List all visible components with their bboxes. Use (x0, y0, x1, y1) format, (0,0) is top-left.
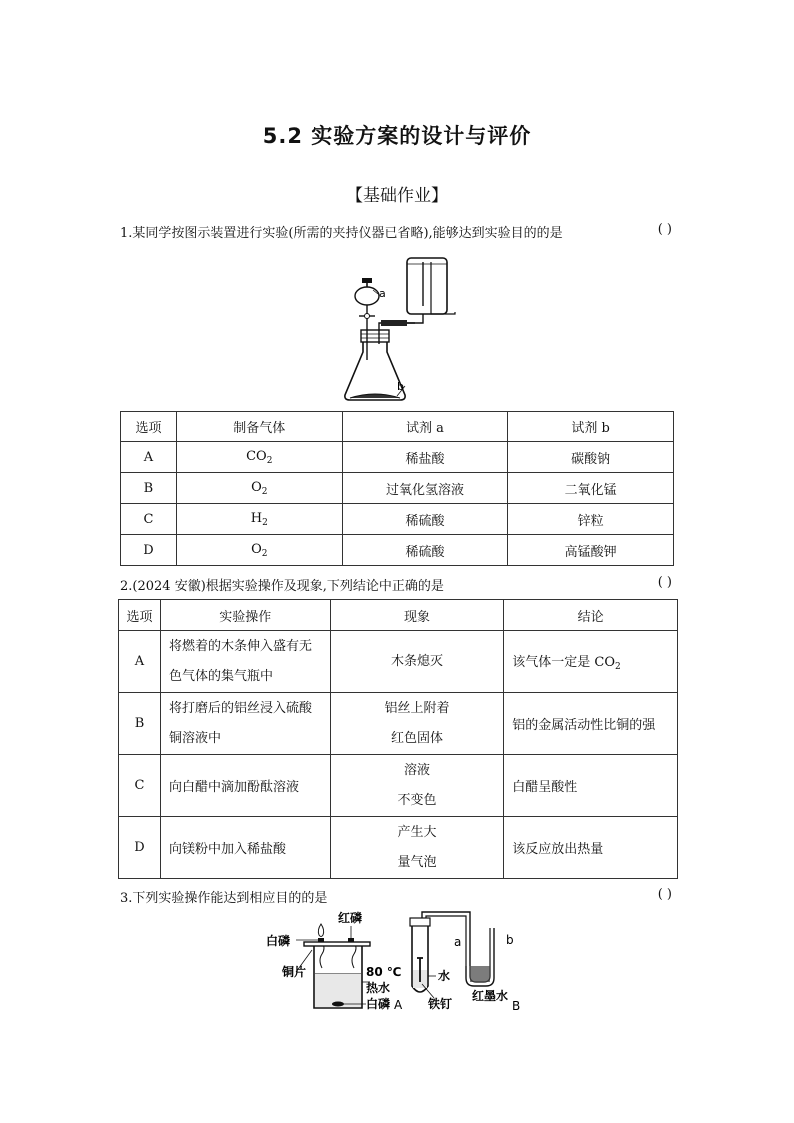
question-1-table (120, 411, 674, 566)
label-white-phosphorus-bottom: 白磷 (366, 997, 391, 1011)
iron-rusting-figure (400, 908, 536, 1016)
phosphorus-combustion-figure (262, 910, 410, 1014)
operation-cell: 将打磨后的铝丝浸入硫酸 铜溶液中 (160, 693, 330, 755)
question-1-text: 1.某同学按图示装置进行实验(所需的夹持仪器已省略),能够达到实验目的的是 (120, 226, 563, 241)
u-tube-label-b: b (506, 933, 514, 947)
header-cell: 选项 (121, 412, 177, 442)
gas-cell: $H_2$ (176, 504, 342, 535)
question-2-table (118, 599, 678, 879)
label-copper-plate: 铜片 (282, 965, 307, 979)
conclusion-cell: 铝的金属活动性比铜的强 (504, 693, 678, 755)
label-red-ink: 红墨水 (472, 989, 509, 1003)
label-temperature: 80 ℃ (366, 965, 402, 979)
page-title: 5.2 实验方案的设计与评价 (262, 124, 532, 148)
operation-cell: 向镁粉中加入稀盐酸 (160, 817, 330, 879)
reagent-b-cell: 高锰酸钾 (508, 535, 674, 566)
option-cell: A (119, 631, 161, 693)
question-3-stem (120, 887, 680, 906)
table-row (119, 693, 678, 755)
conclusion-cell: 该反应放出热量 (504, 817, 678, 879)
question-3-text: 3.下列实验操作能达到相应目的的是 (120, 891, 328, 906)
figure-a-label: A (394, 998, 403, 1012)
conclusion-cell: 白醋呈酸性 (504, 755, 678, 817)
label-white-phosphorus-top: 白磷 (266, 934, 291, 948)
option-cell: C (119, 755, 161, 817)
table-row (121, 535, 674, 566)
option-cell: A (121, 442, 177, 473)
reagent-a-cell: 过氧化氢溶液 (342, 473, 508, 504)
header-cell: 试剂 a (342, 412, 508, 442)
operation-cell: 将燃着的木条伸入盛有无 色气体的集气瓶中 (160, 631, 330, 693)
phenomenon-cell: 铝丝上附着 红色固体 (330, 693, 504, 755)
reagent-a-cell: 稀盐酸 (342, 442, 508, 473)
figure-label-b: b (397, 380, 404, 393)
gas-cell: $O_2$ (176, 473, 342, 504)
figure-label-a: a (379, 287, 386, 300)
question-2-text: 2.(2024 安徽)根据实验操作及现象,下列结论中正确的是 (120, 579, 444, 594)
option-cell: B (119, 693, 161, 755)
header-cell: 实验操作 (160, 600, 330, 631)
option-cell: D (121, 535, 177, 566)
table-row (119, 817, 678, 879)
table-row (119, 631, 678, 693)
section-heading: 【基础作业】 (346, 186, 448, 206)
phenomenon-cell: 溶液 不变色 (330, 755, 504, 817)
table-row (121, 442, 674, 473)
gas-cell: $CO_2$ (176, 442, 342, 473)
question-2-stem (120, 575, 680, 594)
table-row (121, 504, 674, 535)
operation-cell: 向白醋中滴加酚酞溶液 (160, 755, 330, 817)
header-cell: 现象 (330, 600, 504, 631)
table-row (119, 755, 678, 817)
table-row (121, 473, 674, 504)
reagent-a-cell: 稀硫酸 (342, 504, 508, 535)
reagent-b-cell: 锌粒 (508, 504, 674, 535)
reagent-b-cell: 碳酸钠 (508, 442, 674, 473)
header-cell: 结论 (504, 600, 678, 631)
label-water: 水 (438, 969, 451, 983)
figure-b-label: B (512, 999, 521, 1013)
gas-generation-apparatus-figure (335, 250, 465, 405)
table-header-row (119, 600, 678, 631)
u-tube-label-a: a (454, 935, 462, 949)
gas-cell: $O_2$ (176, 535, 342, 566)
label-red-phosphorus: 红磷 (338, 911, 363, 925)
question-1-stem (120, 222, 680, 241)
answer-paren-3: ( ) (657, 887, 672, 902)
answer-paren-2: ( ) (657, 575, 672, 590)
label-iron-nail: 铁钉 (428, 997, 453, 1011)
reagent-b-cell: 二氧化锰 (508, 473, 674, 504)
option-cell: C (121, 504, 177, 535)
phenomenon-cell: 产生大 量气泡 (330, 817, 504, 879)
conclusion-cell: 该气体一定是 $CO_2$ (504, 631, 678, 693)
option-cell: D (119, 817, 161, 879)
label-hot-water: 热水 (366, 981, 391, 995)
reagent-a-cell: 稀硫酸 (342, 535, 508, 566)
phenomenon-cell: 木条熄灭 (330, 631, 504, 693)
answer-paren-1: ( ) (657, 222, 672, 237)
table-header-row (121, 412, 674, 442)
header-cell: 制备气体 (176, 412, 342, 442)
header-cell: 试剂 b (508, 412, 674, 442)
header-cell: 选项 (119, 600, 161, 631)
option-cell: B (121, 473, 177, 504)
